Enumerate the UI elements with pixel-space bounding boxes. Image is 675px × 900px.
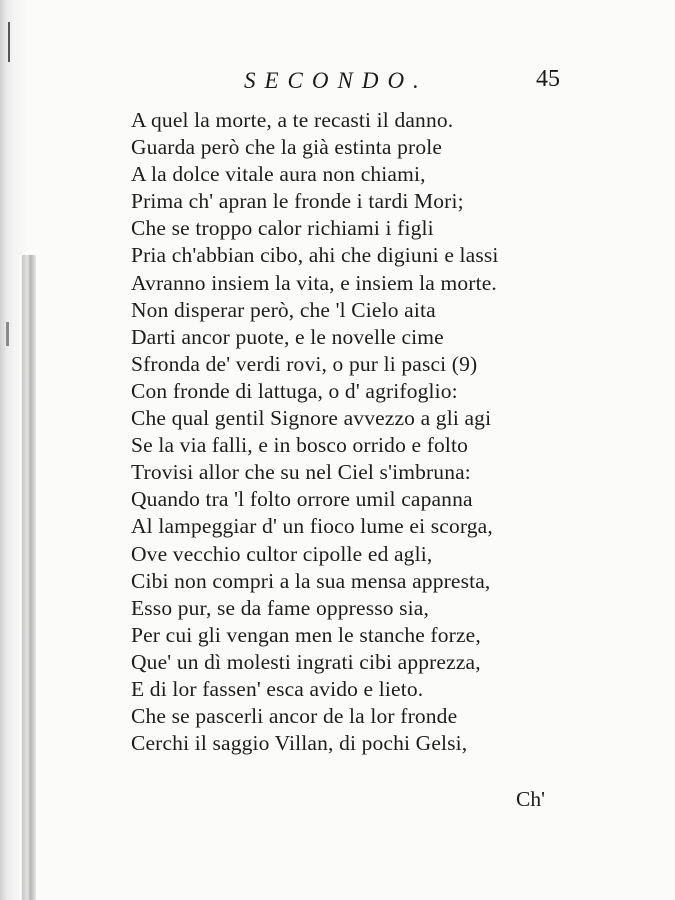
verse-line: Con fronde di lattuga, o d' agrifoglio: (131, 378, 458, 403)
verse-line: Per cui gli vengan men le stanche forze, (131, 622, 481, 647)
verse-line: Pria ch'abbian cibo, ahi che digiuni e lassi (131, 243, 499, 268)
verse-line: Cibi non compri a la sua mensa appresta, (131, 568, 491, 593)
verse-line: E di lor fassen' esca avido e lieto. (131, 676, 424, 701)
binding-strip (22, 255, 36, 900)
page-number: 45 (536, 66, 560, 92)
edge-mark (6, 322, 9, 346)
verse-line: Ove vecchio cultor cipolle ed agli, (131, 541, 433, 566)
verse-line: Che se troppo calor richiami i figli (131, 216, 434, 241)
running-head: SECONDO. (244, 68, 428, 93)
verse-line: Non disperar però, che 'l Cielo aita (131, 297, 436, 322)
edge-mark-top (8, 22, 10, 62)
verse-line: Darti ancor puote, e le novelle cime (131, 324, 444, 349)
verse-line: Al lampeggiar d' un fioco lume ei scorga, (131, 514, 493, 539)
verse-line: Guarda però che la già estinta prole (131, 135, 443, 160)
verse-line: Cerchi il saggio Villan, di pochi Gelsi, (131, 731, 468, 756)
verse-line: Che se pascerli ancor de la lor fronde (131, 704, 458, 729)
poem-text (131, 107, 611, 757)
verse-line: Esso pur, se da fame oppresso sia, (131, 595, 430, 620)
verse-line: Avranno insiem la vita, e insiem la morte. (131, 270, 497, 295)
verse-line: A la dolce vitale aura non chiami, (131, 162, 426, 187)
verse-line: Que' un dì molesti ingrati cibi apprezza, (131, 649, 481, 674)
catchword: Ch' (516, 787, 545, 811)
verse-line: Che qual gentil Signore avvezzo a gli agi (131, 406, 492, 431)
verse-line: Se la via falli, e in bosco orrido e folto (131, 433, 469, 458)
verse-line: Prima ch' apran le fronde i tardi Mori; (131, 189, 464, 214)
verse-line: Quando tra 'l folto orrore umil capanna (131, 487, 473, 512)
verse-line: Sfronda de' verdi rovi, o pur li pasci (9) (131, 351, 478, 376)
verse-line: Trovisi allor che su nel Ciel s'imbruna: (131, 460, 471, 485)
verse-line: A quel la morte, a te recasti il danno. (131, 108, 454, 132)
